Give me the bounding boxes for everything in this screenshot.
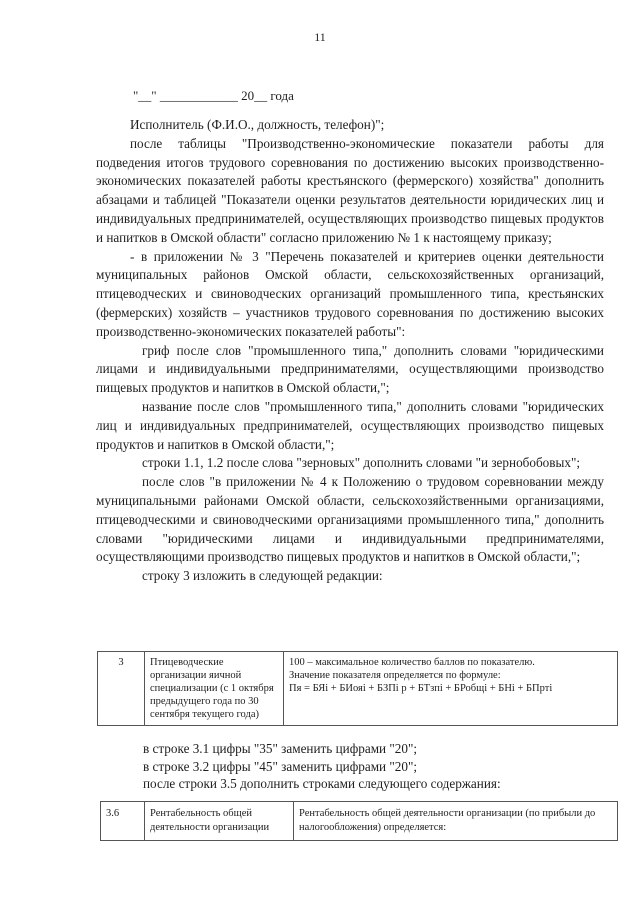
date-line: "__" ____________ 20__ года xyxy=(133,88,294,103)
line-row-3-1: в строке 3.1 цифры "35" заменить цифрами "20"; xyxy=(143,741,418,756)
desc-line: Значение показателя определяется по формуле: xyxy=(289,670,501,681)
table-row-3-6 xyxy=(100,801,618,841)
formula: Пя = БЯі + БИояі + БЗПі р + БТзпі + БРобщі + БНі + БПрті xyxy=(289,683,553,694)
paragraph-grif: гриф после слов "промышленного типа," дополнить словами "юридическими лицами и индивидуальными предпринимателями, осуществляющими производство пищевых продуктов и напитков в Омской области,"; xyxy=(96,342,604,396)
paragraph-rows: строки 1.1, 1.2 после слова "зерновых" дополнить словами "и зернобобовых"; xyxy=(142,455,580,471)
body-text xyxy=(96,116,604,586)
table-cell-num: 3.6 xyxy=(101,802,145,841)
table-row xyxy=(98,652,618,726)
table-cell-num: 3 xyxy=(98,652,145,726)
paragraph-row-3: строку 3 изложить в следующей редакции: xyxy=(142,568,383,584)
after-table-text xyxy=(143,740,501,793)
table-row xyxy=(101,802,618,841)
table-cell-desc: Рентабельность общей деятельности организации (по прибыли до налогообложения) определяется: xyxy=(294,802,618,841)
paragraph-title: название после слов "промышленного типа," дополнить словами "юридических лиц и индивидуальных предпринимателей, осуществляющих производство пищевых продуктов и напитков в Омской области,"; xyxy=(96,398,604,452)
page-number: 11 xyxy=(314,30,326,44)
paragraph-appendix-4: после слов "в приложении № 4 к Положению о трудовом соревновании между муниципальными районами Омской области, сельскохозяйственными организациями, птицеводческими и свиноводческими организациями промышленного типа," дополнить словами "юридическими лицами и индивидуальными предпринимателями, осуществляющими производство пищевых продуктов и напитков в Омской области,"; xyxy=(96,474,604,565)
line-row-3-2: в строке 3.2 цифры "45" заменить цифрами "20"; xyxy=(143,758,418,774)
table-cell-name: Птицеводческие организации яичной специализации (с 1 октября предыдущего года по 30 сентября текущего года) xyxy=(145,652,284,726)
paragraph-executor: Исполнитель (Ф.И.О., должность, телефон)"; xyxy=(130,117,385,132)
paragraph-after-table: после таблицы "Производственно-экономические показатели работы для подведения итогов трудового соревнования по достижению высоких производственно-экономических показателей работы крестьянского (фермерского) хозяйства" дополнить абзацами и таблицей "Показатели оценки результатов деятельности юридических лиц и индивидуальных предпринимателей, осуществляющих производство пищевых продуктов и напитков в Омской области" согласно приложению № 1 к настоящему приказу; xyxy=(96,135,604,245)
table-row-3 xyxy=(97,651,618,726)
table-cell-desc xyxy=(284,652,618,726)
table-cell-name: Рентабельность общей деятельности организации xyxy=(145,802,294,841)
paragraph-appendix-3: - в приложении № 3 "Перечень показателей и критериев оценки деятельности муниципальных районов Омской области, сельскохозяйственных организаций, птицеводческих и свиноводческих организаций промышленного типа, крестьянских (фермерских) хозяйств – участников трудового соревнования по достижению высоких производственно-экономических показателей работы": xyxy=(96,248,604,339)
desc-line: 100 – максимальное количество баллов по показателю. xyxy=(289,657,535,668)
line-row-3-5: после строки 3.5 дополнить строками следующего содержания: xyxy=(143,776,501,791)
